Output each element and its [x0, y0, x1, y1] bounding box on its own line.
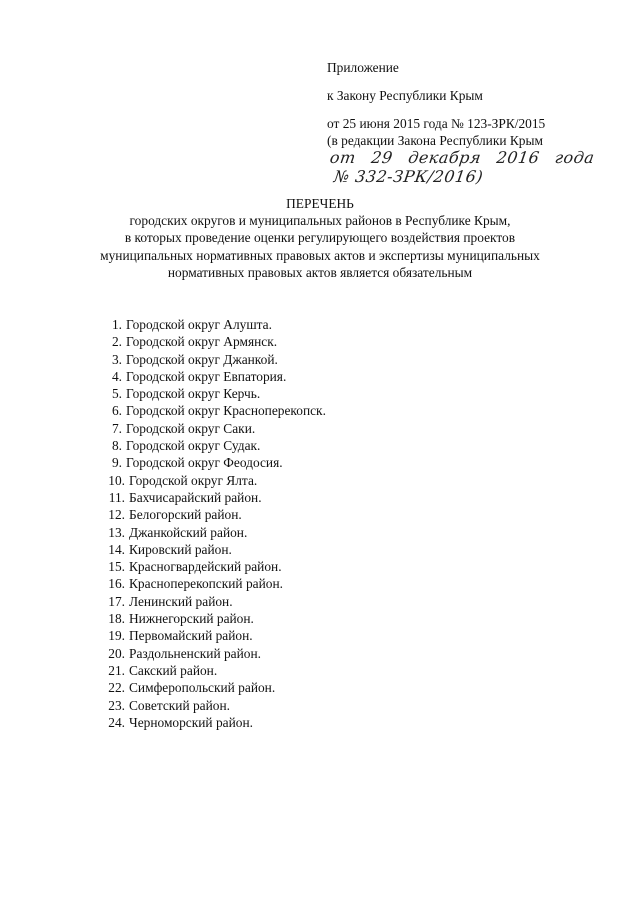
list-item [100, 627, 326, 644]
list-item-number: 14. [108, 541, 125, 557]
list-item [100, 575, 326, 592]
list-item [100, 437, 326, 454]
handwritten-amendment-number: № 332-ЗРК/2016) [332, 167, 485, 186]
municipality-list [100, 316, 326, 731]
list-item-text: Первомайский район. [129, 628, 253, 644]
list-item [100, 472, 326, 489]
list-item-number: 8. [111, 438, 122, 454]
list-item-number: 2. [111, 334, 122, 350]
list-item-number: 3. [111, 351, 122, 367]
list-item [100, 506, 326, 523]
title-line: в которых проведение оценки регулирующего воздействия проектов [124, 230, 516, 246]
list-item-number: 23. [108, 697, 125, 713]
list-item-text: Городской округ Евпатория. [126, 368, 287, 384]
list-item-text: Городской округ Саки. [126, 420, 256, 436]
list-item [100, 697, 326, 714]
list-item-text: Городской округ Алушта. [126, 317, 272, 332]
list-item-text: Джанкойский район. [129, 524, 248, 540]
list-item [100, 454, 326, 471]
list-item-text: Советский район. [129, 697, 230, 713]
list-item-number: 5. [111, 386, 122, 402]
list-item-text: Красногвардейский район. [129, 559, 282, 575]
list-item-number: 11. [108, 489, 125, 505]
list-item-number: 16. [108, 576, 125, 592]
document-title [0, 195, 640, 281]
list-item [100, 489, 326, 506]
title-line: муниципальных нормативных правовых актов и экспертизы муниципальных [100, 247, 540, 263]
appendix-label: Приложение [327, 60, 399, 75]
list-item-text: Симферопольский район. [129, 680, 276, 696]
list-item-number: 10. [108, 472, 125, 488]
list-item [100, 662, 326, 679]
handwritten-amendment-date: от 29 декабря 2016 года [328, 148, 596, 167]
list-item-number: 6. [111, 403, 122, 419]
amendment-reference: (в редакции Закона Республики Крым [327, 133, 543, 148]
list-item-number: 24. [108, 714, 125, 730]
list-item-number: 19. [108, 628, 125, 644]
title-line: городских округов и муниципальных районов в Республике Крым, [129, 213, 511, 229]
list-item-text: Городской округ Армянск. [126, 334, 278, 350]
list-item-text: Красноперекопский район. [129, 576, 283, 592]
list-item-text: Сакский район. [129, 662, 218, 678]
list-item-number: 12. [108, 507, 125, 523]
list-item-number: 4. [111, 368, 122, 384]
list-item-text: Городской округ Красноперекопск. [126, 403, 326, 419]
list-item [100, 714, 326, 731]
list-item-text: Кировский район. [129, 541, 232, 557]
list-item [100, 351, 326, 368]
list-item [100, 541, 326, 558]
list-item-number: 18. [108, 611, 125, 627]
list-item-number: 13. [108, 524, 125, 540]
list-item [100, 316, 326, 333]
title-line: нормативных правовых актов является обязательным [167, 264, 473, 280]
list-item-text: Нижнегорский район. [129, 611, 254, 627]
list-item-text: Черноморский район. [129, 714, 253, 730]
list-item-number: 21. [108, 662, 125, 678]
list-item-text: Городской округ Судак. [126, 438, 261, 454]
law-reference: к Закону Республики Крым [327, 88, 483, 103]
list-item [100, 558, 326, 575]
title-heading: ПЕРЕЧЕНЬ [286, 196, 354, 211]
list-item-number: 1. [111, 317, 122, 332]
list-item-text: Городской округ Ялта. [129, 472, 258, 488]
list-item [100, 645, 326, 662]
list-item-text: Городской округ Керчь. [126, 386, 261, 402]
list-item [100, 385, 326, 402]
list-item [100, 610, 326, 627]
list-item [100, 402, 326, 419]
list-item-number: 17. [108, 593, 125, 609]
list-item [100, 593, 326, 610]
list-item [100, 524, 326, 541]
list-item-text: Городской округ Джанкой. [126, 351, 278, 367]
list-item-number: 9. [111, 455, 122, 471]
law-date-number: от 25 июня 2015 года № 123-ЗРК/2015 [327, 116, 546, 131]
list-item-text: Белогорский район. [129, 507, 242, 523]
list-item-number: 20. [108, 645, 125, 661]
list-item-number: 22. [108, 680, 125, 696]
list-item-text: Городской округ Феодосия. [126, 455, 283, 471]
list-item [100, 368, 326, 385]
list-item-text: Раздольненский район. [129, 645, 261, 661]
list-item-text: Ленинский район. [129, 593, 233, 609]
list-item [100, 679, 326, 696]
list-item-number: 15. [108, 559, 125, 575]
list-item [100, 420, 326, 437]
list-item [100, 333, 326, 350]
list-item-text: Бахчисарайский район. [129, 489, 262, 505]
list-item-number: 7. [111, 420, 122, 436]
